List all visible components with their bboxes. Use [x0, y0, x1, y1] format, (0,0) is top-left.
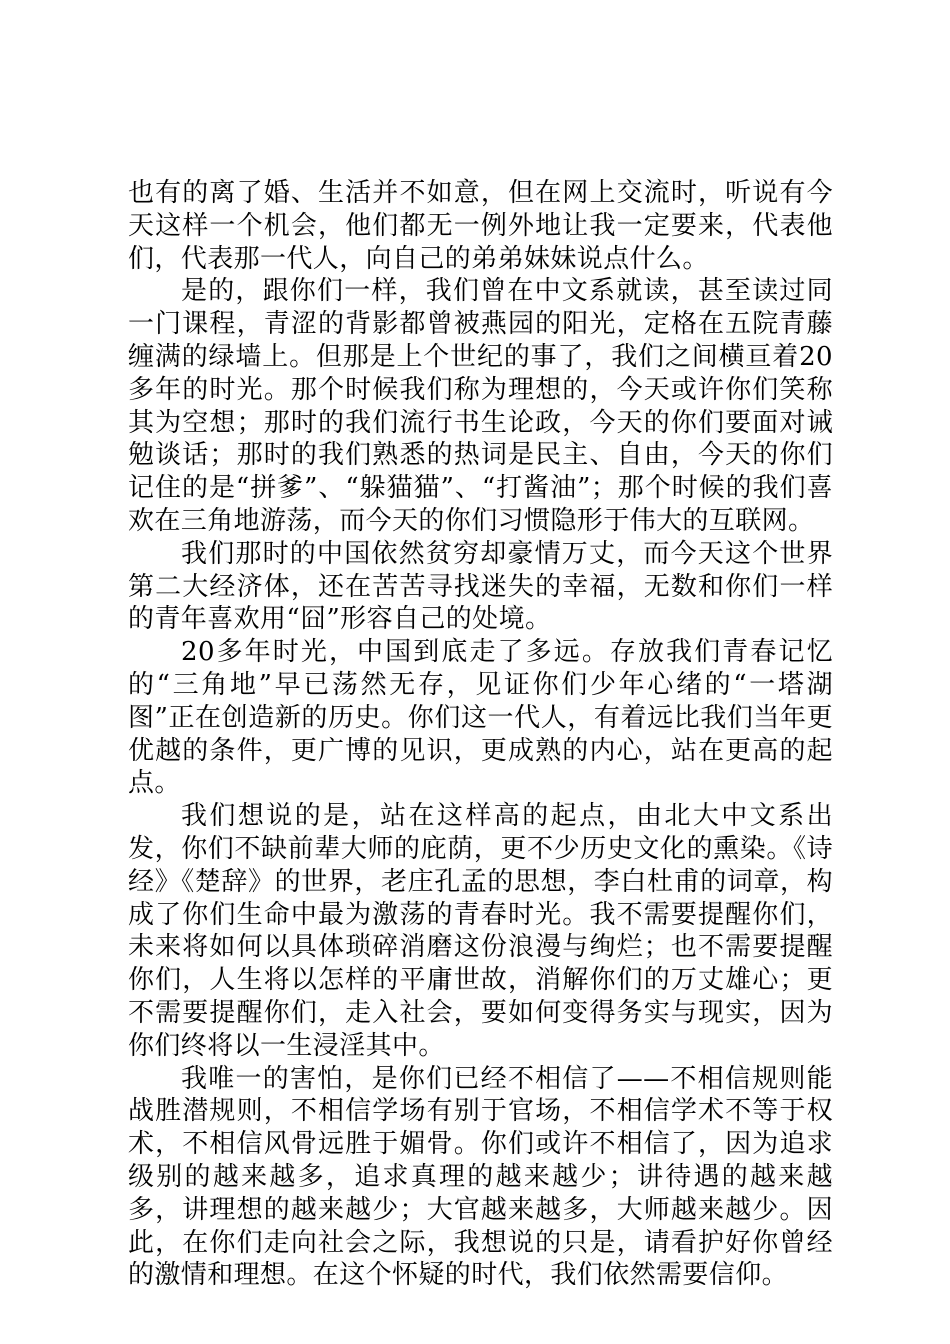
paragraph: 我们想说的是，站在这样高的起点，由北大中文系出发，你们不缺前辈大师的庇荫，更不少历史文化的熏染。《诗经》《楚辞》的世界，老庄孔孟的思想，李白杜甫的词章，构成了你们生命中最为激荡的青春时光。我不需要提醒你们，未来将如何以具体琐碎消磨这份浪漫与绚烂；也不需要提醒你们，人生将以怎样的平庸世故，消解你们的万丈雄心；更不需要提醒你们，走入社会，要如何变得务实与现实，因为你们终将以一生浸淫其中。	[128, 801, 833, 1061]
paragraph-continued: 也有的离了婚、生活并不如意，但在网上交流时，听说有今天这样一个机会，他们都无一例外地让我一定要来，代表他们，代表那一代人，向自己的弟弟妹妹说点什么。	[128, 178, 833, 274]
paragraph: 我唯一的害怕，是你们已经不相信了——不相信规则能战胜潜规则，不相信学场有别于官场，不相信学术不等于权术，不相信风骨远胜于媚骨。你们或许不相信了，因为追求级别的越来越多，追求真理的越来越少；讲待遇的越来越多，讲理想的越来越少；大官越来越多，大师越来越少。因此，在你们走向社会之际，我想说的只是，请看护好你曾经的激情和理想。在这个怀疑的时代，我们依然需要信仰。	[128, 1063, 833, 1291]
paragraph: 我们那时的中国依然贫穷却豪情万丈，而今天这个世界第二大经济体，还在苦苦寻找迷失的幸福，无数和你们一样的青年喜欢用“囧”形容自己的处境。	[128, 538, 833, 635]
body-text	[128, 177, 833, 1292]
paragraph: 20多年时光，中国到底走了多远。存放我们青春记忆的“三角地”早已荡然无存，见证你们少年心绪的“一塔湖图”正在创造新的历史。你们这一代人，有着远比我们当年更优越的条件，更广博的见识，更成熟的内心，站在更高的起点。	[128, 637, 833, 799]
paragraph: 是的，跟你们一样，我们曾在中文系就读，甚至读过同一门课程，青涩的背影都曾被燕园的阳光，定格在五院青藤缠满的绿墙上。但那是上个世纪的事了，我们之间横亘着20多年的时光。那个时候我们称为理想的，今天或许你们笑称其为空想；那时的我们流行书生论政，今天的你们要面对诫勉谈话；那时的我们熟悉的热词是民主、自由，今天的你们记住的是“拼爹”、“躲猫猫”、“打酱油”；那个时候的我们喜欢在三角地游荡，而今天的你们习惯隐形于伟大的互联网。	[128, 276, 833, 536]
